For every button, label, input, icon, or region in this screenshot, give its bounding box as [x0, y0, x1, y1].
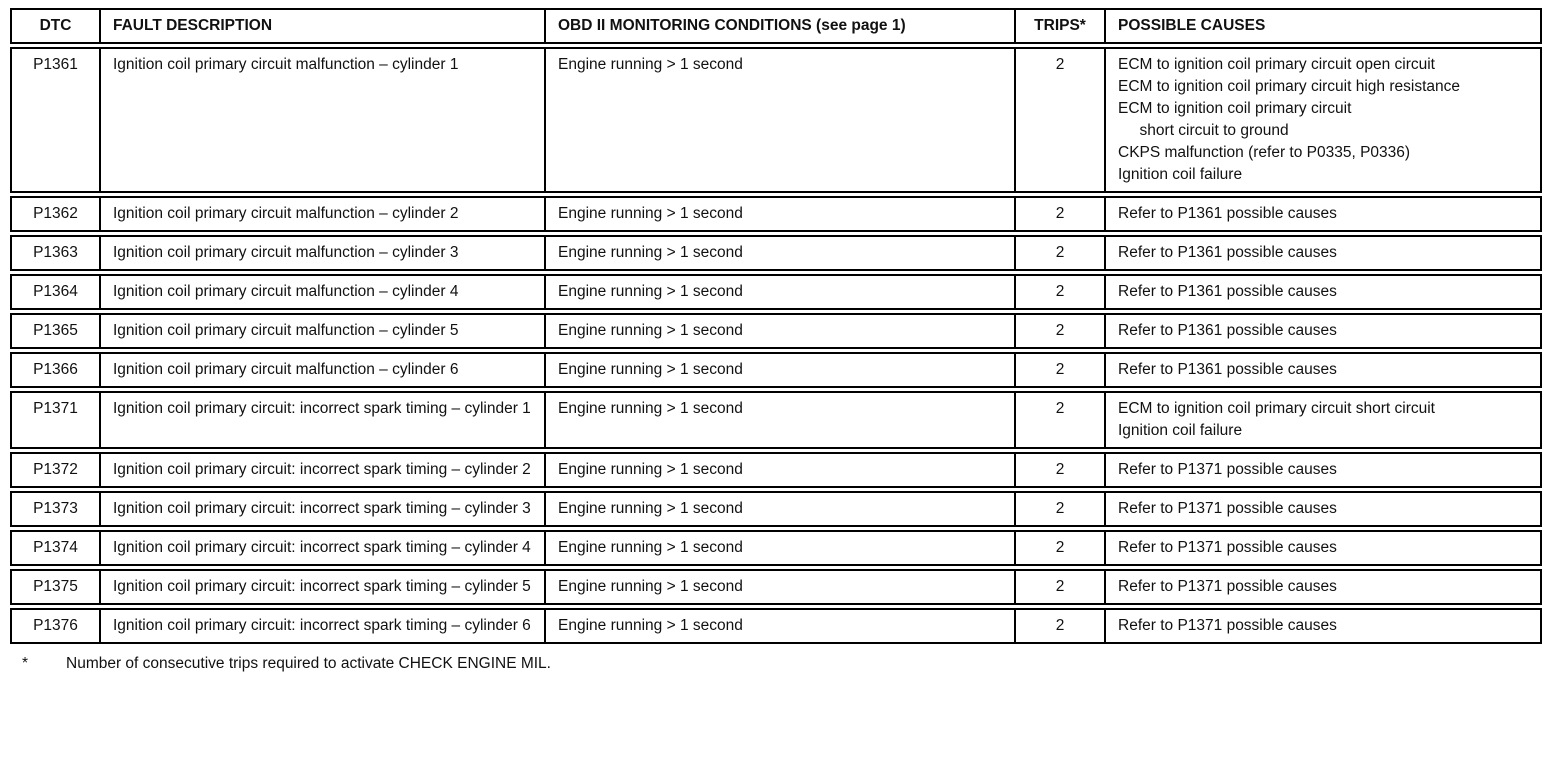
conditions-cell: Engine running > 1 second: [544, 276, 1014, 308]
table-row: [10, 352, 1542, 388]
column-header-trips: TRIPS*: [1014, 10, 1104, 42]
conditions-cell: Engine running > 1 second: [544, 571, 1014, 603]
fault-cell: Ignition coil primary circuit malfunction – cylinder 2: [99, 198, 544, 230]
trips-cell: 2: [1014, 354, 1104, 386]
conditions-cell: Engine running > 1 second: [544, 198, 1014, 230]
column-header-causes: POSSIBLE CAUSES: [1104, 10, 1540, 42]
table-row: [10, 608, 1542, 644]
table-row: [10, 491, 1542, 527]
fault-cell: Ignition coil primary circuit: incorrect spark timing – cylinder 4: [99, 532, 544, 564]
column-header-conditions: OBD II MONITORING CONDITIONS (see page 1): [544, 10, 1014, 42]
dtc-cell: P1376: [33, 617, 78, 634]
table-row: [10, 313, 1542, 349]
cause-line: CKPS malfunction (refer to P0335, P0336): [1118, 144, 1411, 161]
dtc-cell: P1364: [33, 283, 78, 300]
conditions-cell: Engine running > 1 second: [544, 49, 1014, 191]
fault-cell: Ignition coil primary circuit: incorrect spark timing – cylinder 5: [99, 571, 544, 603]
dtc-cell: P1362: [33, 205, 78, 222]
causes-cell: [1104, 237, 1540, 269]
cause-line: Refer to P1371 possible causes: [1118, 617, 1337, 634]
column-header-dtc: DTC: [39, 17, 72, 34]
table-row: [10, 530, 1542, 566]
dtc-cell: P1372: [33, 461, 78, 478]
cause-line: ECM to ignition coil primary circuit open circuit: [1118, 56, 1435, 73]
causes-cell: [1104, 49, 1540, 191]
cause-line: Refer to P1361 possible causes: [1118, 244, 1337, 261]
cause-line: Refer to P1371 possible causes: [1118, 461, 1337, 478]
fault-cell: Ignition coil primary circuit malfunction – cylinder 1: [99, 49, 544, 191]
dtc-cell: P1375: [33, 578, 78, 595]
footnote-marker: *: [22, 655, 29, 672]
dtc-cell: P1365: [33, 322, 78, 339]
table-header-row: [10, 8, 1542, 44]
causes-cell: [1104, 454, 1540, 486]
causes-cell: [1104, 276, 1540, 308]
causes-cell: [1104, 198, 1540, 230]
dtc-cell: P1361: [33, 56, 78, 73]
causes-cell: [1104, 354, 1540, 386]
cause-line: Refer to P1361 possible causes: [1118, 361, 1337, 378]
trips-cell: 2: [1014, 610, 1104, 642]
cause-line: Refer to P1371 possible causes: [1118, 578, 1337, 595]
cause-line: Ignition coil failure: [1118, 422, 1243, 439]
table-row: [10, 391, 1542, 449]
trips-cell: 2: [1014, 454, 1104, 486]
table-row: [10, 235, 1542, 271]
footnote: [10, 653, 1558, 675]
cause-line: ECM to ignition coil primary circuit: [1118, 100, 1352, 117]
causes-cell: [1104, 532, 1540, 564]
table-body: [10, 47, 1542, 644]
dtc-cell: P1373: [33, 500, 78, 517]
conditions-cell: Engine running > 1 second: [544, 237, 1014, 269]
conditions-cell: Engine running > 1 second: [544, 354, 1014, 386]
column-header-fault: FAULT DESCRIPTION: [99, 10, 544, 42]
fault-cell: Ignition coil primary circuit malfunction – cylinder 5: [99, 315, 544, 347]
conditions-cell: Engine running > 1 second: [544, 610, 1014, 642]
conditions-cell: Engine running > 1 second: [544, 532, 1014, 564]
fault-cell: Ignition coil primary circuit: incorrect spark timing – cylinder 1: [99, 393, 544, 447]
dtc-table: [10, 8, 1542, 644]
fault-cell: Ignition coil primary circuit: incorrect spark timing – cylinder 2: [99, 454, 544, 486]
conditions-cell: Engine running > 1 second: [544, 315, 1014, 347]
cause-line: Refer to P1371 possible causes: [1118, 500, 1337, 517]
causes-cell: [1104, 315, 1540, 347]
causes-cell: [1104, 610, 1540, 642]
fault-cell: Ignition coil primary circuit malfunction – cylinder 3: [99, 237, 544, 269]
cause-line: Refer to P1361 possible causes: [1118, 283, 1337, 300]
cause-line: short circuit to ground: [1118, 122, 1289, 139]
fault-cell: Ignition coil primary circuit: incorrect spark timing – cylinder 3: [99, 493, 544, 525]
table-row: [10, 452, 1542, 488]
fault-cell: Ignition coil primary circuit malfunction – cylinder 4: [99, 276, 544, 308]
causes-cell: [1104, 493, 1540, 525]
trips-cell: 2: [1014, 315, 1104, 347]
table-row: [10, 569, 1542, 605]
conditions-cell: Engine running > 1 second: [544, 493, 1014, 525]
dtc-cell: P1374: [33, 539, 78, 556]
cause-line: Ignition coil failure: [1118, 166, 1243, 183]
cause-line: Refer to P1361 possible causes: [1118, 205, 1337, 222]
conditions-cell: Engine running > 1 second: [544, 393, 1014, 447]
cause-line: Refer to P1361 possible causes: [1118, 322, 1337, 339]
table-row: [10, 274, 1542, 310]
cause-line: ECM to ignition coil primary circuit high resistance: [1118, 78, 1460, 95]
conditions-cell: Engine running > 1 second: [544, 454, 1014, 486]
trips-cell: 2: [1014, 493, 1104, 525]
dtc-cell: P1363: [33, 244, 78, 261]
trips-cell: 2: [1014, 532, 1104, 564]
trips-cell: 2: [1014, 49, 1104, 191]
dtc-cell: P1371: [33, 400, 78, 417]
trips-cell: 2: [1014, 276, 1104, 308]
table-row: [10, 196, 1542, 232]
trips-cell: 2: [1014, 393, 1104, 447]
fault-cell: Ignition coil primary circuit malfunction – cylinder 6: [99, 354, 544, 386]
trips-cell: 2: [1014, 237, 1104, 269]
fault-cell: Ignition coil primary circuit: incorrect spark timing – cylinder 6: [99, 610, 544, 642]
footnote-text: Number of consecutive trips required to activate CHECK ENGINE MIL.: [66, 655, 551, 672]
trips-cell: 2: [1014, 198, 1104, 230]
trips-cell: 2: [1014, 571, 1104, 603]
causes-cell: [1104, 571, 1540, 603]
cause-line: Refer to P1371 possible causes: [1118, 539, 1337, 556]
table-row: [10, 47, 1542, 193]
causes-cell: [1104, 393, 1540, 447]
cause-line: ECM to ignition coil primary circuit short circuit: [1118, 400, 1435, 417]
dtc-cell: P1366: [33, 361, 78, 378]
